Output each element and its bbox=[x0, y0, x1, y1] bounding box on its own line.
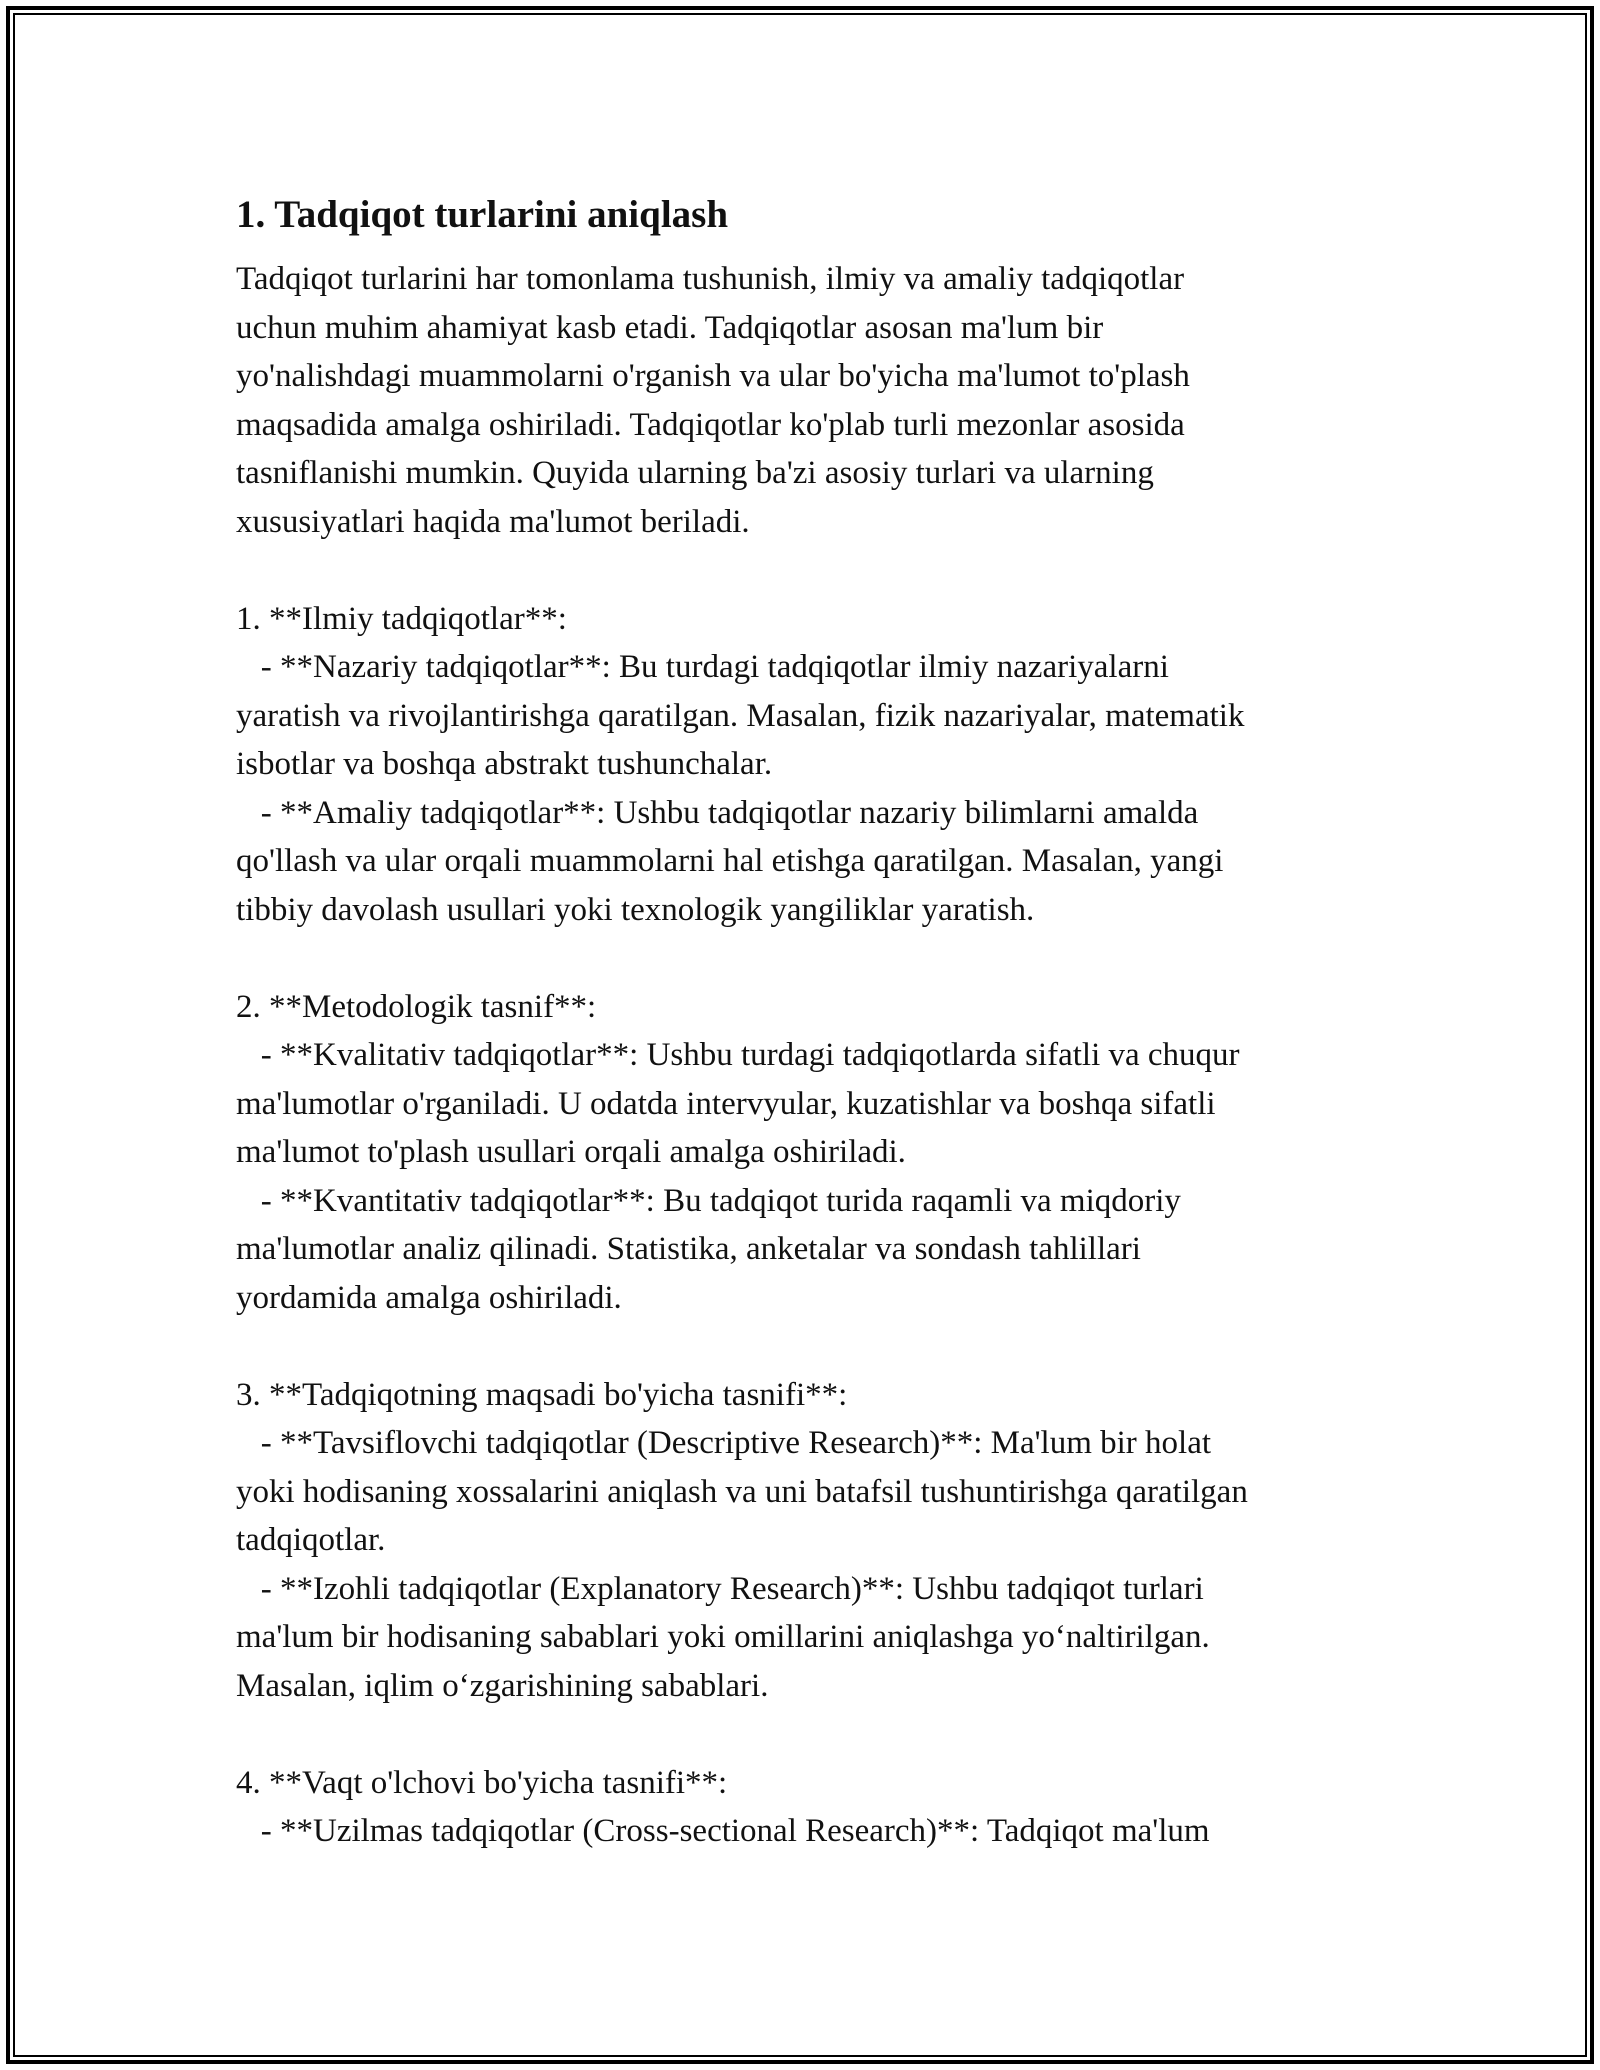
blank-line bbox=[236, 1710, 1396, 1759]
list-section-line: tadqiqotlar. bbox=[236, 1522, 386, 1558]
list-section-4 bbox=[236, 1759, 1396, 1856]
list-section-line: - **Tavsiflovchi tadqiqotlar (Descriptive Research)**: Ma'lum bir holat bbox=[236, 1425, 1212, 1461]
list-section-line: - **Uzilmas tadqiqotlar (Cross-sectional Research)**: Tadqiqot ma'lum bbox=[236, 1813, 1210, 1849]
intro-line: tasniflanishi mumkin. Quyida ularning ba'zi asosiy turlari va ularning bbox=[236, 455, 1154, 491]
list-section-title: 3. **Tadqiqotning maqsadi bo'yicha tasnifi**: bbox=[236, 1376, 848, 1413]
list-section-line: - **Kvalitativ tadqiqotlar**: Ushbu turdagi tadqiqotlarda sifatli va chuqur bbox=[236, 1037, 1240, 1073]
document-page bbox=[236, 185, 1396, 1856]
list-section-3 bbox=[236, 1371, 1396, 1711]
list-section-title: 4. **Vaqt o'lchovi bo'yicha tasnifi**: bbox=[236, 1764, 728, 1801]
intro-line: Tadqiqot turlarini har tomonlama tushunish, ilmiy va amaliy tadqiqotlar bbox=[236, 261, 1185, 297]
list-section-line: ma'lum bir hodisaning sabablari yoki omillarini aniqlashga yo‘naltirilgan. bbox=[236, 1619, 1210, 1655]
section-heading: 1. Tadqiqot turlarini aniqlash bbox=[236, 193, 729, 236]
list-section-title: 2. **Metodologik tasnif**: bbox=[236, 988, 597, 1025]
list-section-line: qo'llash va ular orqali muammolarni hal etishga qaratilgan. Masalan, yangi bbox=[236, 843, 1224, 879]
list-section-line: - **Izohli tadqiqotlar (Explanatory Research)**: Ushbu tadqiqot turlari bbox=[236, 1570, 1204, 1607]
list-section-line: yordamida amalga oshiriladi. bbox=[236, 1279, 622, 1316]
blank-line bbox=[236, 934, 1396, 983]
list-section-title: 1. **Ilmiy tadqiqotlar**: bbox=[236, 600, 567, 637]
list-section-line: - **Amaliy tadqiqotlar**: Ushbu tadqiqotlar nazariy bilimlarni amalda bbox=[236, 794, 1199, 831]
list-section-line: yoki hodisaning xossalarini aniqlash va uni batafsil tushuntirishga qaratilgan bbox=[236, 1473, 1248, 1510]
list-section-line: ma'lumotlar o'rganiladi. U odatda intervyular, kuzatishlar va boshqa sifatli bbox=[236, 1085, 1216, 1122]
list-section-line: yaratish va rivojlantirishga qaratilgan. Masalan, fizik nazariyalar, matematik bbox=[236, 697, 1245, 734]
intro-line: maqsadida amalga oshiriladi. Tadqiqotlar ko'plab turli mezonlar asosida bbox=[236, 406, 1185, 443]
blank-line bbox=[236, 1322, 1396, 1371]
intro-paragraph bbox=[236, 255, 1396, 546]
blank-line bbox=[236, 546, 1396, 595]
intro-line: uchun muhim ahamiyat kasb etadi. Tadqiqotlar asosan ma'lum bir bbox=[236, 309, 1104, 346]
list-section-1 bbox=[236, 595, 1396, 935]
list-section-line: tibbiy davolash usullari yoki texnologik yangiliklar yaratish. bbox=[236, 891, 1035, 928]
list-section-line: ma'lumotlar analiz qilinadi. Statistika, anketalar va sondash tahlillari bbox=[236, 1231, 1141, 1267]
list-section-2 bbox=[236, 983, 1396, 1323]
list-section-line: Masalan, iqlim o‘zgarishining sabablari. bbox=[236, 1667, 769, 1704]
list-section-line: isbotlar va boshqa abstrakt tushunchalar. bbox=[236, 746, 773, 782]
intro-line: yo'nalishdagi muammolarni o'rganish va ular bo'yicha ma'lumot to'plash bbox=[236, 358, 1190, 394]
list-section-line: ma'lumot to'plash usullari orqali amalga oshiriladi. bbox=[236, 1134, 906, 1170]
intro-line: xususiyatlari haqida ma'lumot beriladi. bbox=[236, 503, 750, 540]
list-section-line: - **Kvantitativ tadqiqotlar**: Bu tadqiqot turida raqamli va miqdoriy bbox=[236, 1182, 1181, 1219]
list-section-line: - **Nazariy tadqiqotlar**: Bu turdagi tadqiqotlar ilmiy nazariyalarni bbox=[236, 649, 1169, 685]
